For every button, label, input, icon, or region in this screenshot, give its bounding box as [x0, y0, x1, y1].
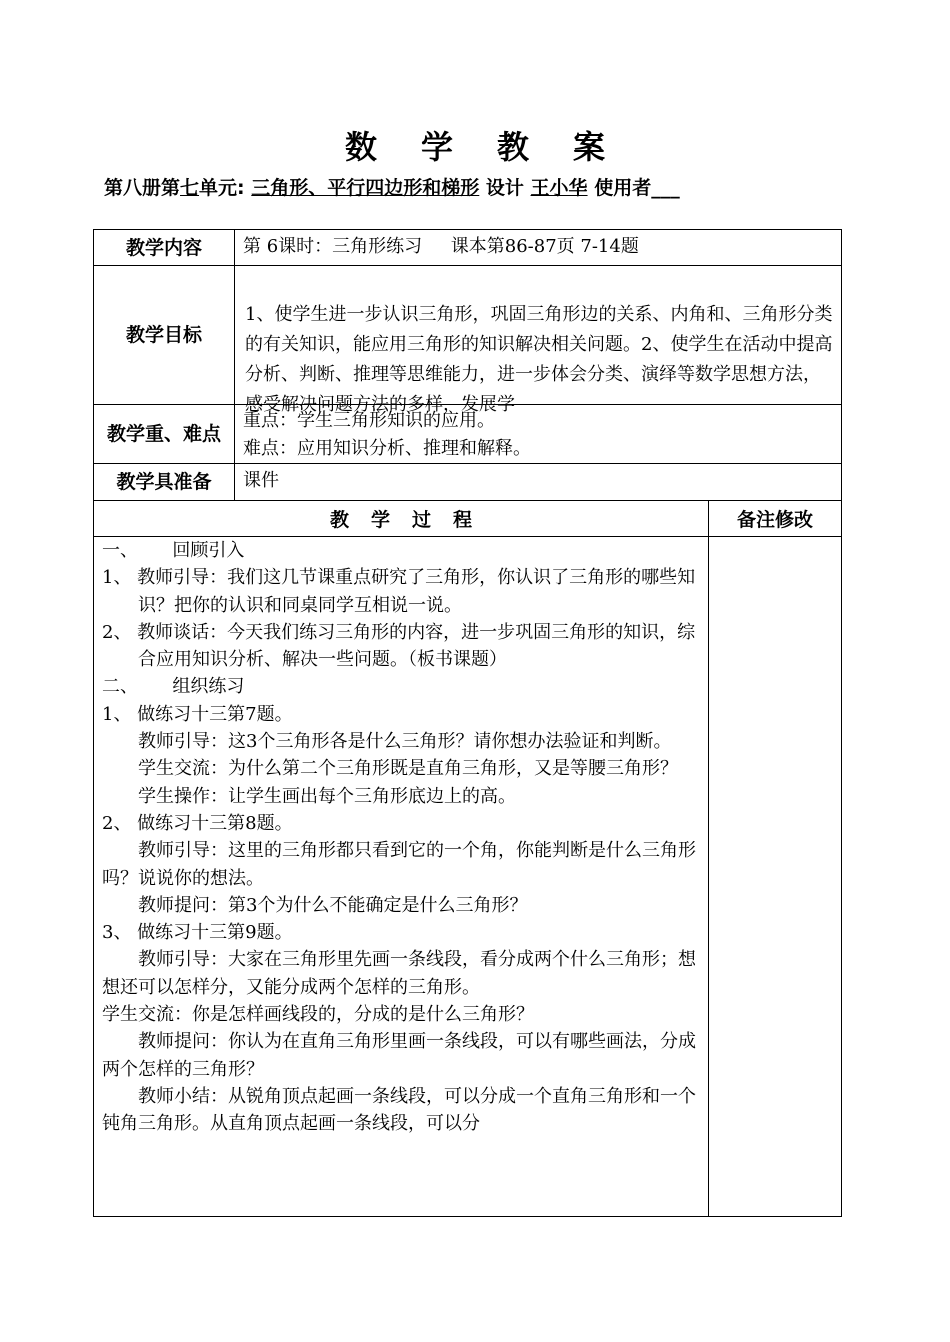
process-line: 教师小结：从锐角顶点起画一条线段，可以分成一个直角三角形和一个钝角三角形。从直角顶点起画一条线段，可以分 — [102, 1085, 696, 1135]
process-header-row — [94, 501, 842, 537]
goals-row — [94, 266, 842, 405]
keypoint-difficult: 难点：应用知识分析、推理和解释。 — [243, 438, 531, 459]
content-row — [94, 230, 842, 266]
process-line: 教师提问：第3个为什么不能确定是什么三角形？ — [138, 894, 528, 916]
materials-value: 课件 — [235, 464, 842, 501]
goals-cell — [235, 266, 842, 415]
unit-title: 三角形、平行四边形和梯形 — [251, 177, 480, 199]
keypoints-row — [94, 405, 842, 464]
user-blank: ___ — [651, 177, 680, 199]
notes-header: 备注修改 — [709, 501, 842, 537]
content-value: 第 6课时：三角形练习 课本第86-87页 7-14题 — [235, 230, 842, 266]
unit-number: 七 — [180, 177, 200, 199]
subtitle-prefix: 第八册第 — [104, 177, 181, 199]
process-line: 2、 教师谈话：今天我们练习三角形的内容，进一步巩固三角形的知识，综合应用知识分析、解决一些问题。（板书课题） — [102, 621, 696, 671]
process-line: 教师引导：大家在三角形里先画一条线段，看分成两个什么三角形；想想还可以怎样分，又能分成两个怎样的三角形。 — [102, 949, 696, 998]
process-line: 教师提问：你认为在直角三角形里画一条线段，可以有哪些画法，分成两个怎样的三角形？ — [102, 1031, 696, 1080]
goals-label: 教学目标 — [94, 266, 235, 405]
keypoints-label: 教学重、难点 — [94, 405, 235, 464]
keypoint-main: 重点：学生三角形知识的应用。 — [243, 410, 495, 431]
process-line: 一、 回顾引入 — [102, 540, 245, 561]
unit-word: 单元: — [199, 177, 245, 199]
process-line: 1、 做练习十三第7题。 — [102, 703, 293, 725]
content-label: 教学内容 — [94, 230, 235, 266]
process-line: 学生交流：为什么第二个三角形既是直角三角形，又是等腰三角形？ — [138, 758, 678, 780]
process-line: 1、 教师引导：我们这几节课重点研究了三角形，你认识了三角形的哪些知识？把你的认识和同桌同学互相说一说。 — [102, 567, 696, 616]
document-title: 数学教案 — [344, 128, 649, 166]
materials-row — [94, 464, 842, 501]
process-line: 教师引导：这3个三角形各是什么三角形？请你想办法验证和判断。 — [138, 731, 672, 753]
process-line: 教师引导：这里的三角形都只看到它的一个角，你能判断是什么三角形吗？说说你的想法。 — [102, 840, 696, 889]
process-line: 学生操作：让学生画出每个三角形底边上的高。 — [138, 785, 516, 807]
materials-label: 教学具准备 — [94, 464, 235, 501]
notes-cell — [709, 537, 842, 1217]
process-line: 学生交流：你是怎样画线段的，分成的是什么三角形？ — [102, 1004, 534, 1026]
process-line: 3、 做练习十三第9题。 — [102, 922, 293, 944]
goals-value: 1、使学生进一步认识三角形，巩固三角形边的关系、内角和、三角形分类的有关知识，能应用三角形的知识解决相关问题。2、使学生在活动中提高分析、判断、推理等思维能力，进一步体会分类、演绎等数学思想方法，感受解决问题方法的多样，发展学 — [245, 304, 833, 415]
design-label: 设计 — [485, 177, 524, 199]
process-header: 教学过程 — [94, 501, 709, 537]
lesson-plan-table — [93, 229, 842, 1217]
process-content — [94, 537, 709, 1217]
process-line: 二、 组织练习 — [102, 676, 245, 698]
keypoints-cell — [235, 405, 842, 464]
unit-subtitle — [104, 173, 680, 200]
process-line: 2、 做练习十三第8题。 — [102, 812, 293, 834]
process-body-row — [94, 537, 842, 1217]
user-label: 使用者 — [594, 177, 652, 199]
designer-name: 王小华 — [530, 177, 588, 199]
